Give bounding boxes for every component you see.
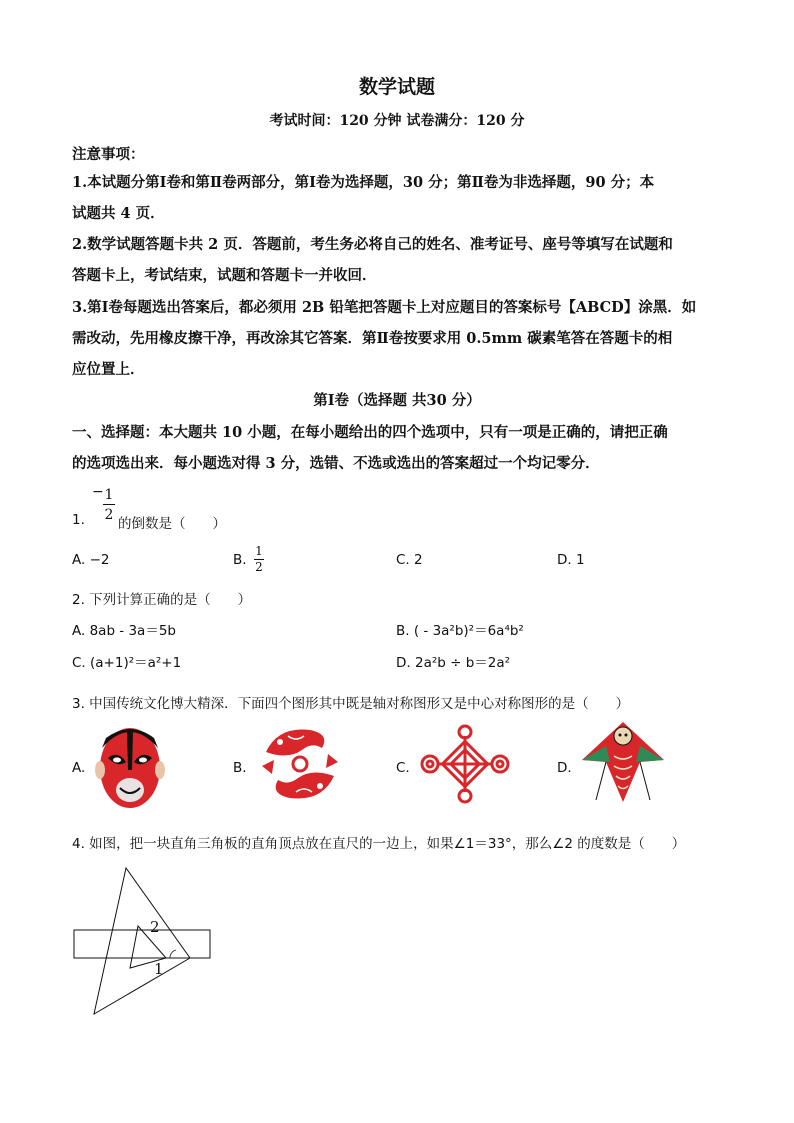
notice-line: 1.本试题分第Ⅰ卷和第Ⅱ卷两部分，第Ⅰ卷为选择题，30 分；第Ⅱ卷为非选择题，90 分；本 <box>72 174 655 191</box>
fraction-numerator: 1 <box>104 487 114 503</box>
exam-info: 考试时间：120 分钟 试卷满分：120 分 <box>269 113 525 129</box>
option-a[interactable]: A. 8ab - 3a＝5b <box>72 623 176 639</box>
fraction-denominator: 2 <box>255 560 263 574</box>
question-text: 4. 如图，把一块直角三角板的直角顶点放在直尺的一边上，如果∠1＝33°，那么∠2 的度数是（ ） <box>72 836 686 852</box>
section-line: 一、选择题：本大题共 10 小题，在每小题给出的四个选项中，只有一项是正确的，请把正确 <box>72 424 668 441</box>
triangle-ruler-diagram <box>66 862 222 1022</box>
notice-line: 试题共 4 页． <box>72 205 165 222</box>
option-c[interactable]: C. 2 <box>396 552 423 568</box>
option-b[interactable]: B. ( - 3a²b)²＝6a⁴b² <box>396 623 524 639</box>
question-text: 的倒数是（ ） <box>118 516 226 532</box>
notice-line: 3.第Ⅰ卷每题选出答案后，都必须用 2B 铅笔把答题卡上对应题目的答案标号【ABCD】涂黑．如 <box>72 299 697 316</box>
option-a[interactable]: A. <box>72 760 86 776</box>
part-title: 第Ⅰ卷（选择题 共30 分） <box>313 392 481 409</box>
notice-line: 需改动，先用橡皮擦干净，再改涂其它答案．第Ⅱ卷按要求用 0.5mm 碳素笔答在答题卡的相 <box>72 330 673 347</box>
question-number: 1. <box>72 512 85 528</box>
opera-mask-image <box>94 718 166 812</box>
angle-1-label: 1 <box>154 960 164 978</box>
option-b[interactable]: B. <box>233 760 247 776</box>
paper-cut-fish-image <box>258 722 342 806</box>
kite-image <box>580 716 666 806</box>
option-a[interactable]: A. −2 <box>72 552 110 568</box>
notice-line: 答题卡上，考试结束，试题和答题卡一并收回． <box>72 267 377 284</box>
fraction-numerator: 1 <box>255 544 263 558</box>
notice-line: 2.数学试题答题卡共 2 页．答题前，考生务必将自己的姓名、准考证号、座号等填写在试题和 <box>72 236 673 253</box>
option-c[interactable]: C. <box>396 760 410 776</box>
option-d[interactable]: D. 2a²b ÷ b＝2a² <box>396 655 511 671</box>
option-d[interactable]: D. <box>557 760 572 776</box>
page-title: 数学试题 <box>358 76 435 98</box>
chinese-knot-image <box>418 722 512 806</box>
notice-line: 应位置上． <box>72 361 145 378</box>
question-text: 2. 下列计算正确的是（ ） <box>72 592 252 608</box>
fraction-bar <box>103 504 115 505</box>
question-text: 3. 中国传统文化博大精深．下面四个图形其中既是轴对称图形又是中心对称图形的是（ ） <box>72 696 630 712</box>
option-b[interactable]: B. <box>233 552 247 568</box>
angle-2-label: 2 <box>150 918 160 936</box>
fraction-denominator: 2 <box>104 507 114 523</box>
notice-heading: 注意事项： <box>72 146 145 163</box>
option-c[interactable]: C. (a+1)²＝a²+1 <box>72 655 182 671</box>
section-line: 的选项选出来．每小题选对得 3 分，选错、不选或选出的答案超过一个均记零分． <box>72 455 600 472</box>
option-d[interactable]: D. 1 <box>557 552 585 568</box>
fraction-sign: − <box>92 484 104 500</box>
